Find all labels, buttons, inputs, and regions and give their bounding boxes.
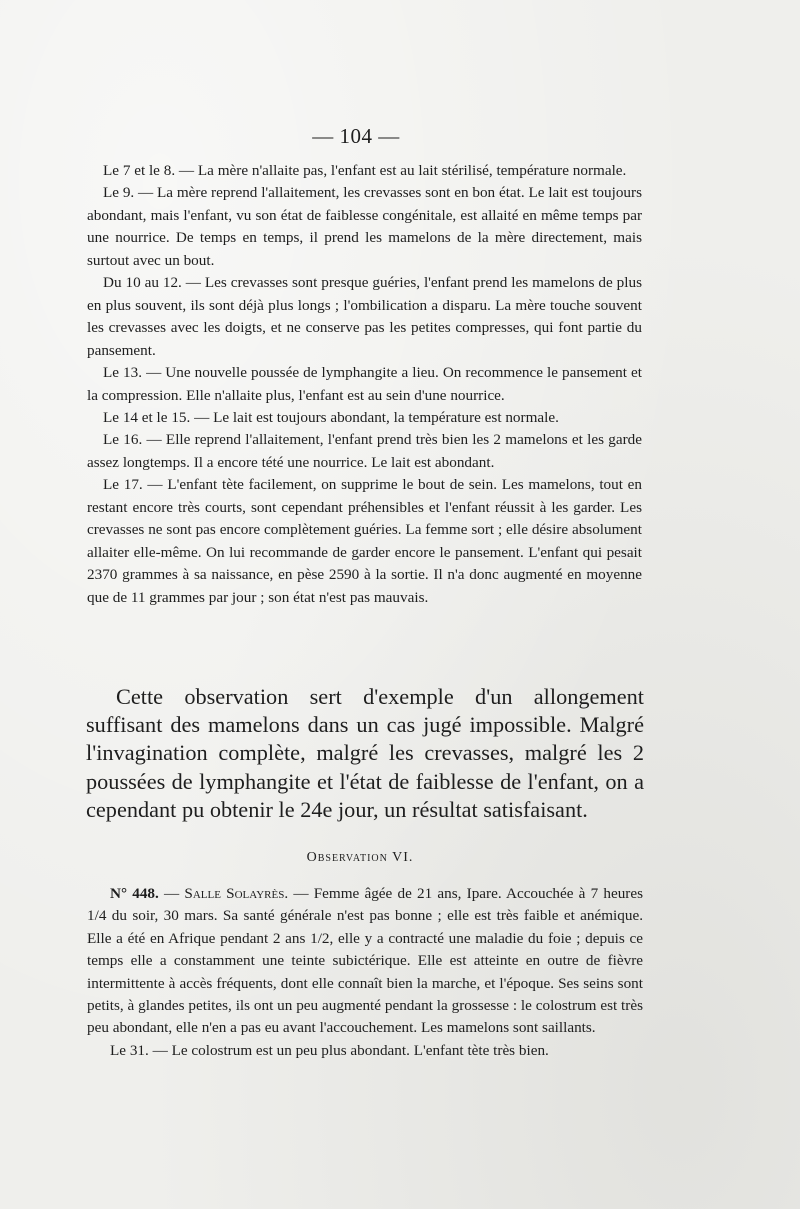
paragraph-day-10-12: Du 10 au 12. — Les crevasses sont presque guéries, l'enfant prend les mamelons de plus en plus souvent, ils sont déjà plus longs ; l'ombilication a disparu. La mère touche souvent les crevasses avec les doigts, et ne conserve pas les petites compresses, qui font partie du pansement.: [87, 274, 642, 359]
observation-heading: Observation VI.: [306, 850, 414, 865]
conclusion-block: [86, 683, 644, 824]
paragraph-day-7-8: Le 7 et le 8. — La mère n'allaite pas, l'enfant est au lait stérilisé, température normale.: [103, 162, 627, 179]
paragraph-day-13: Le 13. — Une nouvelle poussée de lymphangite a lieu. On recommence le pansement et la compression. Elle n'allaite plus, l'enfant est au sein d'une nourrice.: [87, 364, 642, 404]
paragraph-day-9: Le 9. — La mère reprend l'allaitement, les crevasses sont en bon état. Le lait est toujours abondant, mais l'enfant, vu son état de faiblesse congénitale, est allaité en même temps par une nourrice. De temps en temps, il prend les mamelons de la mère directement, mais surtout avec un bout.: [87, 184, 642, 269]
observation-text: [87, 883, 643, 1062]
paragraph-day-17: Le 17. — L'enfant tète facilement, on supprime le bout de sein. Les mamelons, tout en restant encore très courts, sont cependant préhensibles et l'enfant réussit à les garder. Les crevasses ne sont pas encore complètement guéries. La femme sort ; elle désire absolument allaiter elle-même. On lui recommande de garder encore le pansement. L'enfant qui pesait 2370 grammes à sa naissance, en pèse 2590 à la sortie. Il n'a donc augmenté en moyenne que de 11 grammes par jour ; son état n'est pas mauvais.: [87, 476, 642, 606]
paragraph-day-31: Le 31. — Le colostrum est un peu plus abondant. L'enfant tète très bien.: [110, 1041, 549, 1059]
case-notes: [87, 160, 642, 609]
observation-number: N° 448.: [110, 885, 159, 902]
paragraph-day-14-15: Le 14 et le 15. — Le lait est toujours abondant, la température est normale.: [103, 408, 559, 426]
observation-intro-paragraph: [87, 883, 643, 1040]
observation-intro: — Femme âgée de 21 ans, Ipare. Accouchée à 7 heures 1/4 du soir, 30 mars. Sa santé générale n'est pas bonne ; elle est très faible et anémique. Elle a été en Afrique pendant 2 ans 1/2, elle y a contracté une maladie du foie ; depuis ce temps elle a constamment une teinte subictérique. Elle est atteinte en outre de fièvre intermittente à accès fréquents, dont elle connaît bien la marche, et l'époque. Ses seins sont petits, à glandes petites, ils ont un peu augmenté pendant la grossesse : le colostrum est très peu abondant, elle n'en a pas eu avant l'accouchement. Les mamelons sont saillants.: [87, 885, 644, 1037]
conclusion-paragraph: Cette observation sert d'exemple d'un allongement suffisant des mamelons dans un cas jugé impossible. Malgré l'invagination complète, malgré les crevasses, malgré les 2 poussées de lymphangite et l'état de faiblesse de l'enfant, on a cependant pu obtenir le 24e jour, un résultat satisfaisant.: [86, 684, 644, 822]
paragraph-day-16: Le 16. — Elle reprend l'allaitement, l'enfant prend très bien les 2 mamelons et les garde assez longtemps. Il a encore tété une nourrice. Le lait est abondant.: [87, 431, 642, 471]
page-number: — 104 —: [312, 124, 400, 148]
observation-ward: — Salle Solayrès.: [164, 885, 289, 902]
